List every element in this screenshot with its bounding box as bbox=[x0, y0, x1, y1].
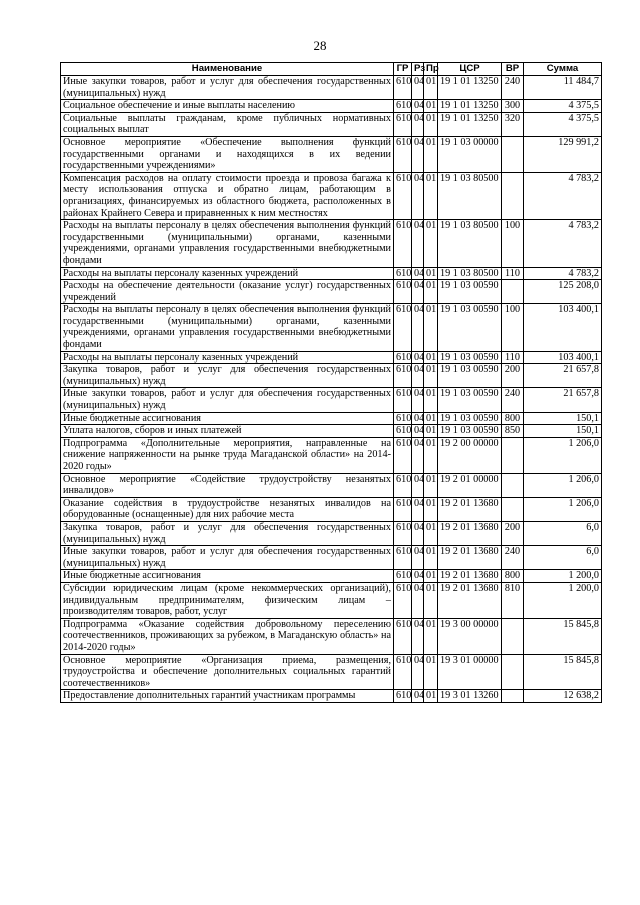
cell-csr: 19 2 00 00000 bbox=[438, 437, 502, 473]
table-body bbox=[61, 76, 602, 703]
cell-sum: 6,0 bbox=[524, 546, 602, 570]
cell-name: Закупка товаров, работ и услуг для обеспечения государственных (муниципальных) нужд bbox=[61, 521, 394, 545]
cell-sum: 4 783,2 bbox=[524, 172, 602, 219]
cell-rz: 04 bbox=[412, 618, 424, 654]
cell-rz: 04 bbox=[412, 220, 424, 267]
cell-vr bbox=[502, 437, 524, 473]
cell-pr: 01 bbox=[424, 497, 438, 521]
cell-sum: 11 484,7 bbox=[524, 76, 602, 100]
cell-vr bbox=[502, 618, 524, 654]
cell-gr: 610 bbox=[394, 172, 412, 219]
cell-name: Закупка товаров, работ и услуг для обеспечения государственных (муниципальных) нужд bbox=[61, 364, 394, 388]
cell-sum: 103 400,1 bbox=[524, 304, 602, 351]
cell-rz: 04 bbox=[412, 582, 424, 618]
cell-pr: 01 bbox=[424, 521, 438, 545]
cell-gr: 610 bbox=[394, 304, 412, 351]
cell-gr: 610 bbox=[394, 100, 412, 113]
table-row bbox=[61, 136, 602, 172]
cell-vr: 300 bbox=[502, 100, 524, 113]
cell-gr: 610 bbox=[394, 690, 412, 703]
cell-name: Расходы на обеспечение деятельности (оказание услуг) государственных учреждений bbox=[61, 280, 394, 304]
cell-vr bbox=[502, 690, 524, 703]
cell-gr: 610 bbox=[394, 220, 412, 267]
table-row bbox=[61, 618, 602, 654]
cell-name: Социальные выплаты гражданам, кроме публичных нормативных социальных выплат bbox=[61, 112, 394, 136]
table-row bbox=[61, 690, 602, 703]
cell-gr: 610 bbox=[394, 437, 412, 473]
cell-csr: 19 3 01 00000 bbox=[438, 654, 502, 690]
cell-sum: 4 375,5 bbox=[524, 112, 602, 136]
cell-pr: 01 bbox=[424, 304, 438, 351]
cell-sum: 150,1 bbox=[524, 425, 602, 438]
cell-vr bbox=[502, 473, 524, 497]
cell-rz: 04 bbox=[412, 100, 424, 113]
cell-csr: 19 1 03 00590 bbox=[438, 388, 502, 412]
cell-gr: 610 bbox=[394, 570, 412, 583]
table-row bbox=[61, 497, 602, 521]
cell-csr: 19 1 03 00590 bbox=[438, 425, 502, 438]
cell-gr: 610 bbox=[394, 280, 412, 304]
cell-rz: 04 bbox=[412, 112, 424, 136]
cell-csr: 19 2 01 13680 bbox=[438, 546, 502, 570]
cell-csr: 19 2 01 00000 bbox=[438, 473, 502, 497]
col-header-vr: ВР bbox=[502, 63, 524, 76]
cell-gr: 610 bbox=[394, 618, 412, 654]
cell-vr bbox=[502, 654, 524, 690]
cell-name: Оказание содействия в трудоустройстве незанятых инвалидов на оборудованные (оснащенные) для них рабочие места bbox=[61, 497, 394, 521]
cell-csr: 19 2 01 13680 bbox=[438, 570, 502, 583]
cell-pr: 01 bbox=[424, 654, 438, 690]
cell-pr: 01 bbox=[424, 437, 438, 473]
cell-rz: 04 bbox=[412, 690, 424, 703]
cell-gr: 610 bbox=[394, 546, 412, 570]
cell-rz: 04 bbox=[412, 267, 424, 280]
cell-gr: 610 bbox=[394, 425, 412, 438]
cell-vr: 800 bbox=[502, 412, 524, 425]
cell-pr: 01 bbox=[424, 473, 438, 497]
cell-gr: 610 bbox=[394, 654, 412, 690]
table-row bbox=[61, 112, 602, 136]
cell-pr: 01 bbox=[424, 267, 438, 280]
cell-csr: 19 1 01 13250 bbox=[438, 100, 502, 113]
cell-rz: 04 bbox=[412, 521, 424, 545]
cell-pr: 01 bbox=[424, 351, 438, 364]
cell-pr: 01 bbox=[424, 412, 438, 425]
cell-pr: 01 bbox=[424, 220, 438, 267]
cell-gr: 610 bbox=[394, 351, 412, 364]
cell-name: Предоставление дополнительных гарантий участникам программы bbox=[61, 690, 394, 703]
cell-vr: 320 bbox=[502, 112, 524, 136]
cell-name: Расходы на выплаты персоналу в целях обеспечения выполнения функций государственными (муниципальными) органами, казенными учреждениями, органами управления государственными внебюджетными фондами bbox=[61, 304, 394, 351]
col-header-sum: Сумма bbox=[524, 63, 602, 76]
cell-name: Иные закупки товаров, работ и услуг для обеспечения государственных (муниципальных) нужд bbox=[61, 388, 394, 412]
cell-csr: 19 1 03 00590 bbox=[438, 351, 502, 364]
table-header-row bbox=[61, 63, 602, 76]
cell-vr: 240 bbox=[502, 76, 524, 100]
col-header-gr: ГР bbox=[394, 63, 412, 76]
cell-vr: 110 bbox=[502, 267, 524, 280]
page-number: 28 bbox=[313, 38, 327, 53]
cell-pr: 01 bbox=[424, 112, 438, 136]
cell-gr: 610 bbox=[394, 582, 412, 618]
cell-sum: 4 783,2 bbox=[524, 220, 602, 267]
table-row bbox=[61, 521, 602, 545]
cell-sum: 1 200,0 bbox=[524, 582, 602, 618]
cell-sum: 1 206,0 bbox=[524, 437, 602, 473]
cell-pr: 01 bbox=[424, 76, 438, 100]
table-row bbox=[61, 280, 602, 304]
cell-pr: 01 bbox=[424, 425, 438, 438]
table-row bbox=[61, 267, 602, 280]
cell-vr: 240 bbox=[502, 388, 524, 412]
cell-vr: 110 bbox=[502, 351, 524, 364]
table-row bbox=[61, 570, 602, 583]
cell-pr: 01 bbox=[424, 546, 438, 570]
cell-sum: 6,0 bbox=[524, 521, 602, 545]
cell-pr: 01 bbox=[424, 570, 438, 583]
table-row bbox=[61, 473, 602, 497]
cell-csr: 19 1 03 00590 bbox=[438, 304, 502, 351]
cell-sum: 1 206,0 bbox=[524, 473, 602, 497]
cell-csr: 19 2 01 13680 bbox=[438, 582, 502, 618]
cell-rz: 04 bbox=[412, 546, 424, 570]
col-header-name: Наименование bbox=[61, 63, 394, 76]
cell-gr: 610 bbox=[394, 521, 412, 545]
cell-rz: 04 bbox=[412, 388, 424, 412]
col-header-rz: Рз bbox=[412, 63, 424, 76]
cell-name: Социальное обеспечение и иные выплаты населению bbox=[61, 100, 394, 113]
cell-rz: 04 bbox=[412, 351, 424, 364]
cell-name: Иные бюджетные ассигнования bbox=[61, 570, 394, 583]
cell-pr: 01 bbox=[424, 172, 438, 219]
cell-name: Иные бюджетные ассигнования bbox=[61, 412, 394, 425]
col-header-csr: ЦСР bbox=[438, 63, 502, 76]
table-row bbox=[61, 437, 602, 473]
cell-name: Подпрограмма «Дополнительные мероприятия, направленные на снижение напряженности на рынке труда Магаданской области» на 2014-2020 годы» bbox=[61, 437, 394, 473]
table-row bbox=[61, 220, 602, 267]
cell-rz: 04 bbox=[412, 364, 424, 388]
cell-csr: 19 1 03 00590 bbox=[438, 364, 502, 388]
cell-vr: 800 bbox=[502, 570, 524, 583]
cell-pr: 01 bbox=[424, 100, 438, 113]
cell-sum: 1 206,0 bbox=[524, 497, 602, 521]
cell-sum: 12 638,2 bbox=[524, 690, 602, 703]
table-row bbox=[61, 425, 602, 438]
cell-gr: 610 bbox=[394, 473, 412, 497]
cell-sum: 21 657,8 bbox=[524, 364, 602, 388]
cell-name: Основное мероприятие «Содействие трудоустройству незанятых инвалидов» bbox=[61, 473, 394, 497]
cell-name: Расходы на выплаты персоналу казенных учреждений bbox=[61, 351, 394, 364]
cell-csr: 19 2 01 13680 bbox=[438, 521, 502, 545]
cell-vr: 200 bbox=[502, 521, 524, 545]
cell-csr: 19 1 01 13250 bbox=[438, 112, 502, 136]
cell-csr: 19 1 03 80500 bbox=[438, 172, 502, 219]
cell-pr: 01 bbox=[424, 618, 438, 654]
cell-name: Иные закупки товаров, работ и услуг для обеспечения государственных (муниципальных) нужд bbox=[61, 76, 394, 100]
cell-rz: 04 bbox=[412, 76, 424, 100]
table-row bbox=[61, 304, 602, 351]
table-row bbox=[61, 76, 602, 100]
cell-name: Расходы на выплаты персоналу казенных учреждений bbox=[61, 267, 394, 280]
cell-sum: 1 200,0 bbox=[524, 570, 602, 583]
cell-csr: 19 1 03 00000 bbox=[438, 136, 502, 172]
table-row bbox=[61, 364, 602, 388]
cell-rz: 04 bbox=[412, 172, 424, 219]
cell-pr: 01 bbox=[424, 388, 438, 412]
cell-pr: 01 bbox=[424, 280, 438, 304]
cell-name: Компенсация расходов на оплату стоимости проезда и провоза багажа к месту использования отпуска и обратно лицам, работающим в организациях, финансируемых из областного бюджета, расположенных в районах Крайнего Севера и приравненных к ним местностях bbox=[61, 172, 394, 219]
cell-gr: 610 bbox=[394, 364, 412, 388]
cell-gr: 610 bbox=[394, 112, 412, 136]
cell-gr: 610 bbox=[394, 388, 412, 412]
cell-gr: 610 bbox=[394, 267, 412, 280]
cell-pr: 01 bbox=[424, 364, 438, 388]
table-row bbox=[61, 582, 602, 618]
cell-name: Уплата налогов, сборов и иных платежей bbox=[61, 425, 394, 438]
table-row bbox=[61, 546, 602, 570]
cell-vr: 200 bbox=[502, 364, 524, 388]
cell-csr: 19 1 03 80500 bbox=[438, 220, 502, 267]
table-row bbox=[61, 654, 602, 690]
cell-vr: 240 bbox=[502, 546, 524, 570]
table-row bbox=[61, 388, 602, 412]
cell-rz: 04 bbox=[412, 412, 424, 425]
cell-vr bbox=[502, 172, 524, 219]
cell-sum: 4 375,5 bbox=[524, 100, 602, 113]
cell-vr: 100 bbox=[502, 220, 524, 267]
cell-rz: 04 bbox=[412, 280, 424, 304]
cell-vr bbox=[502, 136, 524, 172]
cell-sum: 4 783,2 bbox=[524, 267, 602, 280]
cell-csr: 19 1 03 80500 bbox=[438, 267, 502, 280]
cell-vr: 100 bbox=[502, 304, 524, 351]
cell-gr: 610 bbox=[394, 497, 412, 521]
cell-vr: 810 bbox=[502, 582, 524, 618]
cell-vr bbox=[502, 280, 524, 304]
cell-sum: 150,1 bbox=[524, 412, 602, 425]
cell-gr: 610 bbox=[394, 76, 412, 100]
cell-rz: 04 bbox=[412, 437, 424, 473]
cell-name: Подпрограмма «Оказание содействия добровольному переселению соотечественников, проживающих за рубежом, в Магаданскую область» на 2014-2020 годы» bbox=[61, 618, 394, 654]
cell-csr: 19 1 03 00590 bbox=[438, 412, 502, 425]
table-row bbox=[61, 172, 602, 219]
cell-sum: 15 845,8 bbox=[524, 618, 602, 654]
cell-rz: 04 bbox=[412, 497, 424, 521]
cell-gr: 610 bbox=[394, 136, 412, 172]
cell-sum: 125 208,0 bbox=[524, 280, 602, 304]
cell-sum: 21 657,8 bbox=[524, 388, 602, 412]
cell-csr: 19 1 03 00590 bbox=[438, 280, 502, 304]
table-row bbox=[61, 100, 602, 113]
table-row bbox=[61, 412, 602, 425]
cell-rz: 04 bbox=[412, 136, 424, 172]
cell-rz: 04 bbox=[412, 425, 424, 438]
cell-csr: 19 3 00 00000 bbox=[438, 618, 502, 654]
cell-csr: 19 3 01 13260 bbox=[438, 690, 502, 703]
cell-rz: 04 bbox=[412, 473, 424, 497]
cell-name: Иные закупки товаров, работ и услуг для обеспечения государственных (муниципальных) нужд bbox=[61, 546, 394, 570]
table-row bbox=[61, 351, 602, 364]
cell-rz: 04 bbox=[412, 304, 424, 351]
col-header-pr: Пр bbox=[424, 63, 438, 76]
cell-vr: 850 bbox=[502, 425, 524, 438]
cell-name: Расходы на выплаты персоналу в целях обеспечения выполнения функций государственными (муниципальными) органами, казенными учреждениями, органами управления государственными внебюджетными фондами bbox=[61, 220, 394, 267]
cell-sum: 129 991,2 bbox=[524, 136, 602, 172]
cell-csr: 19 1 01 13250 bbox=[438, 76, 502, 100]
cell-pr: 01 bbox=[424, 136, 438, 172]
cell-rz: 04 bbox=[412, 570, 424, 583]
cell-pr: 01 bbox=[424, 582, 438, 618]
cell-name: Основное мероприятие «Организация приема, размещения, трудоустройства и обеспечение дополнительных социальных гарантий соотечественников» bbox=[61, 654, 394, 690]
cell-name: Основное мероприятие «Обеспечение выполнения функций государственными органами и находящихся в их ведении государственными учреждениями» bbox=[61, 136, 394, 172]
cell-csr: 19 2 01 13680 bbox=[438, 497, 502, 521]
cell-pr: 01 bbox=[424, 690, 438, 703]
budget-table bbox=[60, 62, 602, 703]
cell-rz: 04 bbox=[412, 654, 424, 690]
cell-vr bbox=[502, 497, 524, 521]
cell-sum: 15 845,8 bbox=[524, 654, 602, 690]
cell-sum: 103 400,1 bbox=[524, 351, 602, 364]
cell-name: Субсидии юридическим лицам (кроме некоммерческих организаций), индивидуальным предпринимателям, физическим лицам – производителям товаров, работ, услуг bbox=[61, 582, 394, 618]
cell-gr: 610 bbox=[394, 412, 412, 425]
